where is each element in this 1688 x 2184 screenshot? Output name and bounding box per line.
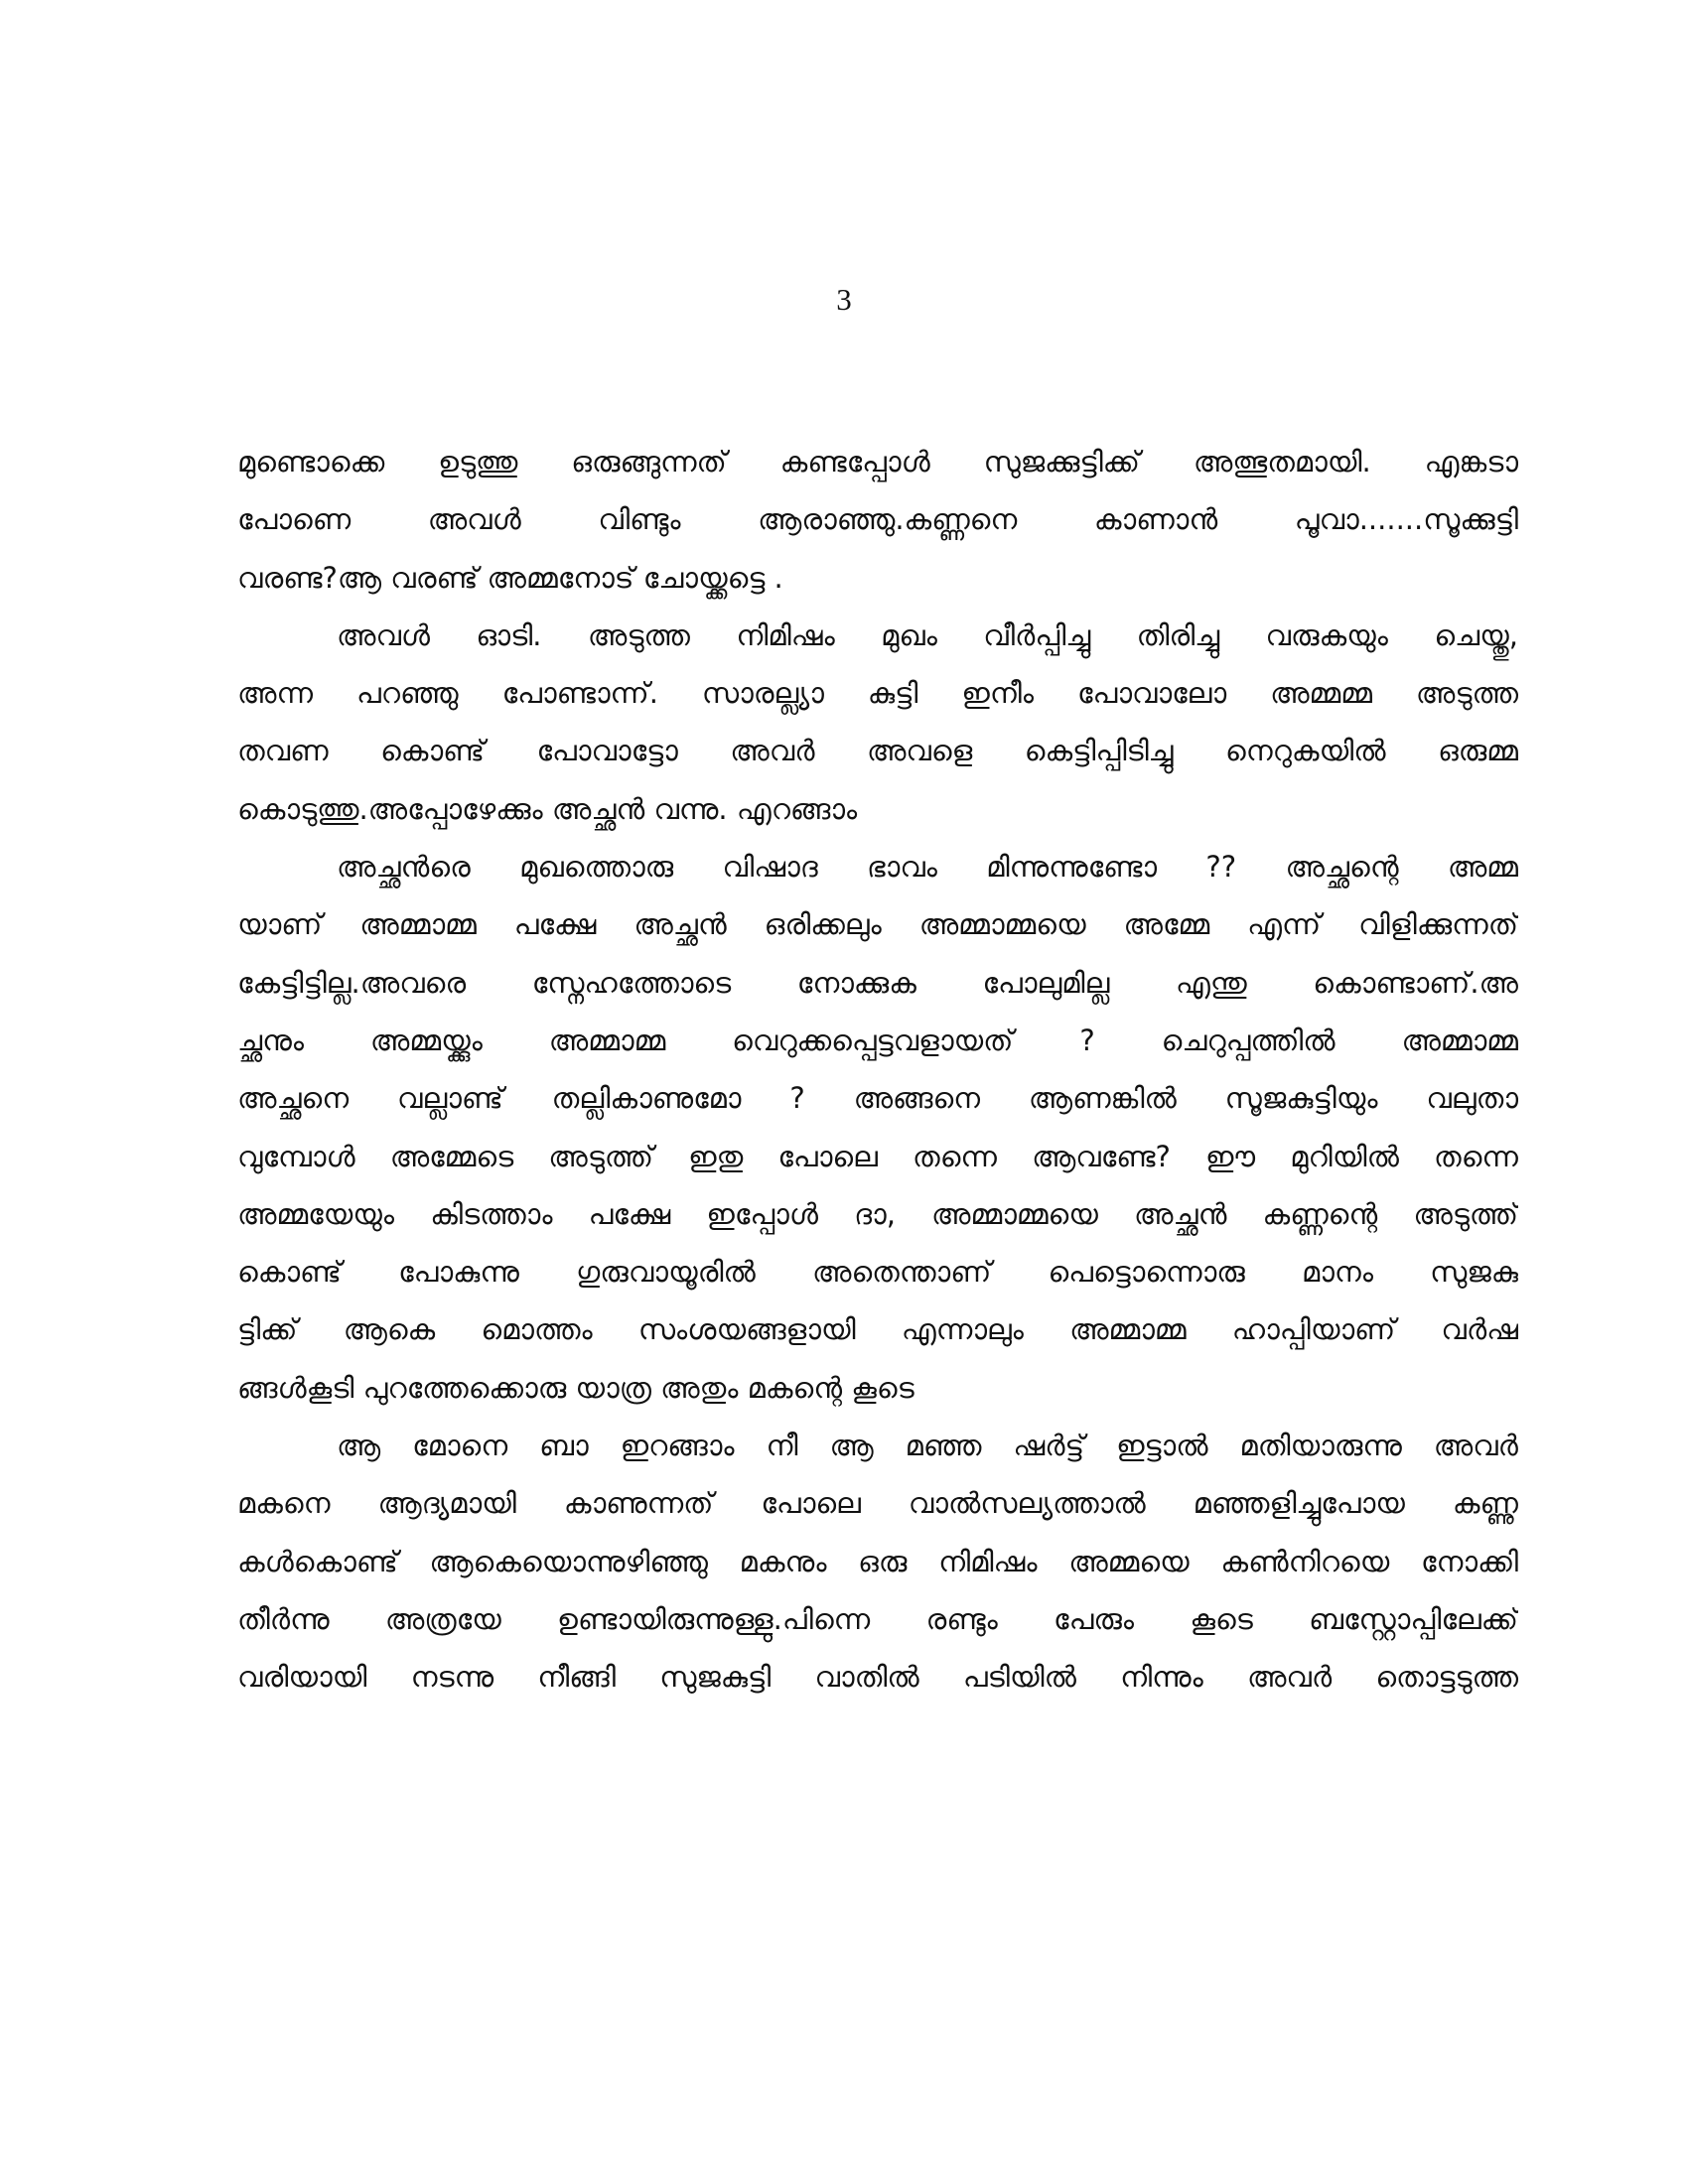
text-line: ട്ടിക്ക് ആകെ മൊത്തം സംശയങ്ങളായി എന്നാലും അമ്മാമ്മ ഹാപ്പിയാണ് വർഷ xyxy=(237,1312,1518,1347)
text-line: വരിയായി നടന്നു നീങ്ങി സുജകുട്ടി വാതിൽ പടിയിൽ നിന്നും അവർ തൊട്ടടുത്ത xyxy=(237,1660,1518,1695)
text-line: കൊടുത്തു.അപ്പോഴേക്കും അച്ഛൻ വന്നു. എറങ്ങാം xyxy=(237,791,858,826)
text-line: ആ മോനെ ബാ ഇറങ്ങാം നീ ആ മഞ്ഞ ഷർട്ട് ഇട്ടാൽ മതിയാരുന്നു അവർ xyxy=(337,1429,1518,1463)
text-line: മുണ്ടൊക്കെ ഉടുത്തു ഒരുങ്ങുന്നത് കണ്ടപ്പോൾ സുജക്കുട്ടിക്ക് അത്ഭുതമായി. എങ്കടാ xyxy=(237,445,1518,478)
text-line: തവണ കൊണ്ട് പോവാട്ടോ അവർ അവളെ കെട്ടിപ്പിടിച്ചു നെറുകയിൽ ഒരുമ്മ xyxy=(237,734,1518,768)
text-line: പോണെ അവൾ വിണ്ടും ആരാഞ്ഞു.കണ്ണനെ കാണാൻ പൂവാ.......സൂക്കുട്ടി xyxy=(237,502,1518,537)
text-line: അച്ഛൻരെ മുഖത്തൊരു വിഷാദ ഭാവം മിന്നുന്നുണ്ടോ ?? അച്ഛന്റെ അമ്മ xyxy=(337,850,1518,885)
text-line: വരണ്ട?ആ വരണ്ട് അമ്മനോട് ചോയ്ക്കട്ടെ . xyxy=(237,560,783,595)
text-line: വുമ്പോൾ അമ്മേടെ അടുത്ത് ഇതു പോലെ തന്നെ ആവണ്ടേ? ഈ മുറിയിൽ തന്നെ xyxy=(237,1139,1518,1173)
text-line: തീർന്നു അത്രയേ ഉണ്ടായിരുന്നുള്ളു.പിന്നെ രണ്ടും പേരും കൂടെ ബസ്റ്റോപ്പിലേക്ക് xyxy=(237,1601,1518,1636)
text-line: അവൾ ഓടി. അടുത്ത നിമിഷം മുഖം വീർപ്പിച്ചു തിരിച്ചു വരുകയും ചെയ്തു, xyxy=(337,617,1518,652)
text-line: അന്ന പറഞ്ഞു പോണ്ടാന്ന്. സാരല്ല്യാ കുട്ടി ഇനീം പോവാലോ അമ്മമ്മ അടുത്ത xyxy=(237,676,1518,711)
text-line: മകനെ ആദ്യമായി കാണുന്നത് പോലെ വാൽസല്യത്താൽ മഞ്ഞളിച്ചുപോയ കണ്ണു xyxy=(237,1486,1518,1521)
text-line: യാണ് അമ്മാമ്മ പക്ഷേ അച്ഛൻ ഒരിക്കലും അമ്മാമ്മയെ അമ്മേ എന്ന് വിളിക്കുന്നത് xyxy=(237,907,1518,942)
text-line: ച്ഛനും അമ്മയ്ക്കും അമ്മാമ്മ വെറുക്കപ്പെട്ടവളായത് ? ചെറുപ്പത്തിൽ അമ്മാമ്മ xyxy=(237,1023,1518,1057)
text-line: കൾകൊണ്ട് ആകെയൊന്നുഴിഞ്ഞു മകനും ഒരു നിമിഷം അമ്മയെ കൺനിറയെ നോക്കി xyxy=(237,1544,1518,1578)
text-line: കേട്ടിട്ടില്ല.അവരെ സ്നേഹത്തോടെ നോക്കുക പോലുമില്ല എന്തു കൊണ്ടാണ്.അ xyxy=(237,965,1518,1000)
page-number: 3 xyxy=(836,282,852,317)
text-line: കൊണ്ട് പോകുന്നു ഗുരുവായൂരിൽ അതെന്താണ് പെട്ടൊന്നൊരു മാനം സുജകു xyxy=(237,1255,1518,1290)
text-line: ങ്ങൾകൂടി പുറത്തേക്കൊരു യാത്ര അതും മകന്റെ കൂടെ xyxy=(237,1370,914,1405)
text-line: അമ്മയേയും കിടത്താം പക്ഷേ ഇപ്പോൾ ദാ, അമ്മാമ്മയെ അച്ഛൻ കണ്ണന്റെ അടുത്ത് xyxy=(237,1196,1518,1231)
body-text xyxy=(237,433,1518,1706)
text-line: അച്ഛനെ വല്ലാണ്ട് തല്ലികാണുമോ ? അങ്ങനെ ആണങ്കിൽ സൂജകുട്ടിയും വലുതാ xyxy=(237,1081,1518,1116)
